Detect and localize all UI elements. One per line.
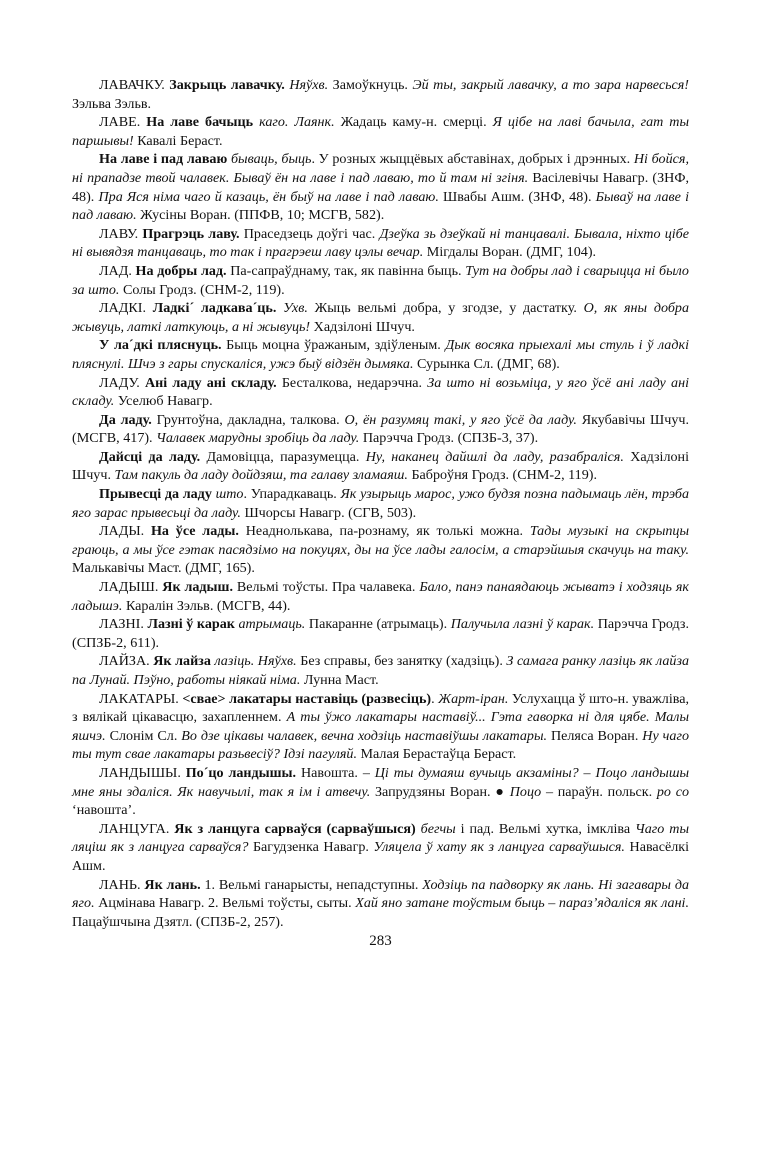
entry-italic-text: po co: [656, 783, 689, 800]
dictionary-page: [72, 76, 689, 950]
entry-text: Мігдалы Воран. (ДМГ, 104).: [423, 244, 597, 261]
entry-text: Навасёлкі Ашм.: [72, 839, 689, 874]
entry-italic-text: Хай яно затане тоўстым быць – параз’ядаліся як лані.: [355, 895, 689, 912]
entry-text: ЛАНЦУГА.: [99, 820, 175, 837]
entry-text: Швабы Ашм. (ЗНФ, 48).: [438, 188, 596, 205]
dictionary-entry: [72, 411, 689, 448]
entry-italic-text: Уляцела ў хату як з ланцуга сарваўшыся.: [373, 839, 625, 856]
entry-headphrase: На лаве бачыць: [146, 114, 254, 131]
entry-text: ЛАЙЗА.: [99, 653, 154, 670]
entry-headphrase: Лазні ў карак: [147, 616, 235, 633]
entry-italic-text: О, ён разумяц такі, у яго ўсё да ладу.: [344, 411, 577, 428]
entry-italic-text: Поцо: [509, 783, 542, 800]
dictionary-entry: [72, 764, 689, 820]
entry-italic-text: Тут на добры лад і сварыцца ні было за што.: [72, 262, 689, 298]
entry-italic-text: каго. Лаянк.: [259, 114, 335, 131]
entry-text: – параўн. польск.: [541, 783, 657, 800]
entry-italic-text: Бываў на лаве і пад лаваю.: [72, 188, 690, 224]
entry-text: Лунна Маст.: [300, 672, 379, 688]
entry-text: Парэчча Гродз. (СПЗБ-3, 37).: [359, 430, 539, 447]
entry-italic-text: – Ці ты думаяш вучыць акзаміны? – Поцо ландышы мне яны здаліся. Як навучылі, так я ім і атвечу.: [72, 764, 690, 800]
dictionary-entry: [72, 522, 689, 578]
entry-text: ЛАВЕ.: [99, 114, 147, 131]
entry-text: Уселюб Навагр.: [114, 393, 213, 410]
entry-text: Услухацца ў што-н. уважліва, з вялікай цікавасцю, захапленнем.: [72, 690, 689, 726]
dictionary-entry: [72, 690, 689, 764]
entry-text: Хадзілоні Шчуч.: [72, 448, 690, 484]
entry-text: Хадзілоні Шчуч.: [310, 318, 415, 335]
entry-text: Вельмі тоўсты. Пра чалавека.: [232, 579, 420, 596]
entry-text: Якубавічы Шчуч. (МСГВ, 417).: [72, 411, 689, 447]
dictionary-entry: [72, 578, 689, 615]
entry-italic-text: Няўхв.: [289, 77, 329, 93]
entry-italic-text: О, як яны добра жывуць, латкі латкуюць, а ні жывуць!: [72, 300, 689, 335]
entry-text: 1. Вельмі ганарысты, непадступны.: [200, 876, 423, 893]
entry-headphrase: Да ладу.: [99, 411, 152, 428]
entry-italic-text: Чалавек марудны зробіць да ладу.: [156, 430, 360, 447]
entry-headphrase: По´цо ландышы.: [185, 764, 297, 781]
entry-text: Запрудзяны Воран. ●: [370, 783, 510, 800]
entry-headphrase: На лаве і пад лаваю: [99, 151, 228, 168]
entry-text: ЛАНЬ.: [99, 876, 145, 893]
entry-text: Быць моцна ўражаным, здіўленым.: [221, 337, 446, 354]
entry-text: і пад. Вельмі хутка, імкліва: [455, 820, 636, 837]
entry-italic-text: А ты ўжо лакатары наставіў... Гэта гаворка ні для цябе. Малы яшчэ.: [72, 709, 689, 744]
entry-text: ЛАНДЫШЫ.: [99, 764, 186, 781]
entry-text: Пакаранне (атрымаць).: [305, 616, 451, 633]
entry-text: . Упарадкаваць.: [243, 486, 341, 503]
entry-italic-text: Дзеўка зь дзеўкай ні танцавалі. Бывала, ніхто цібе ні вывядзя танцаваць, то так і прагрэеш лаву цэлы вечар.: [72, 225, 690, 261]
entry-text: Сурынка Сл. (ДМГ, 68).: [413, 355, 560, 372]
entry-headphrase: Як лайза: [153, 653, 211, 670]
entry-text: Жадаць каму-н. смерці.: [334, 114, 493, 131]
entry-text: Неаднолькава, па-рознаму, як толькі можна.: [238, 523, 530, 540]
entry-headphrase: Як з ланцуга сарваўся (сарваўшыся): [174, 820, 416, 837]
dictionary-entry: [72, 820, 689, 876]
entry-text: Багудзенка Навагр.: [248, 839, 374, 856]
entry-text: ЛАДУ.: [99, 374, 145, 391]
entry-headphrase: Ані ладу ані складу.: [144, 374, 277, 391]
entry-headphrase: На добры лад.: [135, 262, 227, 279]
entry-text: Без справы, без занятку (хадзіць).: [296, 653, 507, 670]
entry-text: Баброўня Гродз. (СНМ-2, 119).: [407, 467, 597, 484]
dictionary-entry: [72, 150, 689, 224]
entry-text: . У розных жыццёвых абставінах, добрых і дрэнных.: [311, 151, 634, 168]
entry-italic-text: Ні бойся, ні прападзе твой чалавек. Бываў ён на лаве і пад лаваю, то й там ні згіня.: [72, 151, 689, 186]
entry-italic-text: што: [215, 486, 244, 503]
entry-italic-text: атрымаць.: [238, 616, 306, 633]
entry-text: Пеляса Воран.: [547, 727, 643, 744]
dictionary-entry: [72, 113, 689, 150]
entry-text: Жусіны Воран. (ППФВ, 10; МСГВ, 582).: [136, 207, 385, 224]
entry-headphrase: Прагрэць лаву.: [142, 225, 240, 242]
entry-headphrase: На ўсе лады.: [150, 523, 239, 540]
entry-text: ЛАДКІ.: [99, 300, 153, 317]
entry-italic-text: Ходзіць па падворку як лань. Ні загавары да яго.: [72, 876, 690, 912]
dictionary-entry: [72, 262, 689, 299]
entry-italic-text: бегчы: [420, 820, 456, 837]
dictionary-entry: [72, 448, 689, 485]
entry-headphrase: Прывесці да ладу: [99, 486, 212, 503]
entry-text: Шчорсы Навагр. (СГВ, 503).: [240, 504, 417, 521]
entry-italic-text: лазіць. Няўхв.: [214, 653, 297, 670]
entry-italic-text: Жарт-іран.: [438, 690, 509, 707]
entry-italic-text: Эй ты, закрый лавачку, а то зара нарвесься!: [412, 77, 689, 93]
entry-text: Кавалі Бераст.: [133, 132, 223, 149]
entry-text: Навошта.: [296, 764, 363, 781]
entry-text: Дамовіцца, паразумецца.: [200, 448, 366, 465]
entry-text: Праседзець доўгі час.: [239, 225, 380, 242]
entry-headphrase: Ладкі´ ладкава´ць.: [152, 300, 277, 317]
entry-text: Жыць вельмі добра, у згодзе, у дастатку.: [307, 300, 584, 317]
entry-text: ЛАКАТАРЫ.: [99, 690, 183, 707]
entry-headphrase: Закрыць лавачку.: [169, 77, 285, 93]
dictionary-entry: [72, 299, 689, 336]
entry-text: ЛАВУ.: [99, 225, 143, 242]
dictionary-entry: [72, 225, 689, 262]
entry-text: ‘навошта’.: [72, 802, 136, 819]
dictionary-entry: [72, 336, 689, 373]
dictionary-entry: [72, 374, 689, 411]
dictionary-entry: [72, 485, 689, 522]
entry-text: Па-сапраўднаму, так, як павінна быць.: [226, 262, 466, 279]
entry-italic-text: З самага ранку лазіць як лайза па Лунай. Пэўно, работы ніякай німа.: [72, 653, 690, 688]
entry-text: Зэльва Зэльв.: [72, 95, 152, 112]
entry-italic-text: Там пакуль да ладу дойдзяш, та галаву зламаяш.: [114, 467, 408, 484]
entry-headphrase: Як ладыш.: [162, 579, 233, 596]
entry-text: Грунтоўна, дакладна, талкова.: [151, 411, 345, 428]
dictionary-entry: [72, 876, 689, 932]
entry-italic-text: Чаго ты ляціш як з ланцуга сарваўся?: [72, 820, 689, 856]
entry-italic-text: Як узырыць марос, ужо будзя позна падымаць лён, трэба яго зарас прывесьці да ладу.: [72, 486, 689, 521]
entry-italic-text: Дык восяка прыехалі мы стуль і ў ладкі пляснулі. Шчэ з гары спускаліся, ужэ быў відзён дымяка.: [72, 337, 689, 372]
entry-text: Замоўкнуць.: [328, 77, 413, 93]
entry-text: Ацмінава Навагр. 2. Вельмі тоўсты, сыты.: [94, 895, 356, 912]
entry-italic-text: Бало, панэ панаядаюць жыватэ і ходзяць як ладышэ.: [72, 579, 690, 614]
entry-italic-text: Я цібе на лаві бачыла, гат ты паршывы!: [72, 114, 689, 149]
entry-text: Малькавічы Маст. (ДМГ, 165).: [72, 560, 255, 577]
entry-text: .: [431, 690, 439, 707]
entry-text: Бесталкова, недарэчна.: [276, 374, 428, 391]
entry-text: ЛАД.: [99, 262, 136, 279]
entry-text: ЛАДЫШ.: [99, 579, 163, 596]
entry-text: ЛАЗНІ.: [99, 616, 148, 633]
dictionary-entry: [72, 76, 689, 113]
entry-text: ЛАВАЧКУ.: [99, 77, 170, 93]
entry-italic-text: Ухв.: [283, 300, 308, 317]
entry-text: Каралін Зэльв. (МСГВ, 44).: [122, 597, 291, 614]
entry-italic-text: Ну чаго ты тут свае лакатары разьвесіў? Ідзі пагуляй.: [72, 727, 689, 763]
entry-italic-text: бываць, быць: [230, 151, 312, 168]
entry-italic-text: Ну, наканец дайшлі да ладу, разабраліся.: [365, 448, 624, 465]
entry-italic-text: Во дзе цікавы чалавек, вечна ходзіць наставіўшы лакатары.: [181, 727, 548, 744]
entry-italic-text: Тады музыкі на скрыпцы граюць, а мы ўсе гэтак пасядзімо на покуцях, ды на ўсе лады галосім, а старэйшыя скачуць на таку.: [72, 523, 689, 558]
entry-italic-text: Палучыла лазні ў карак.: [450, 616, 595, 633]
dictionary-entry: [72, 652, 689, 689]
entry-text: Слонім Сл.: [105, 727, 182, 744]
entry-text: Парэчча Гродз. (СПЗБ-2, 611).: [72, 616, 689, 651]
entry-italic-text: За што ні возьміца, у яго ўсё ані ладу ані складу.: [72, 374, 689, 410]
entry-headphrase: У ла´дкі пляснуць.: [99, 337, 222, 354]
entry-italic-text: Пра Яся німа чаго й казаць, ён быў на лаве і пад лаваю.: [98, 188, 439, 205]
entry-text: Солы Гродз. (СНМ-2, 119).: [119, 281, 285, 298]
entry-headphrase: <свае> лакатары наставіць (развесіць): [182, 690, 432, 707]
page-number: 283: [369, 933, 392, 950]
entry-text: Васілевічы Навагр. (ЗНФ, 48).: [72, 169, 689, 205]
entry-headphrase: Як лань.: [144, 876, 201, 893]
entry-headphrase: Дайсці да ладу.: [99, 448, 201, 465]
dictionary-entry: [72, 615, 689, 652]
entry-text: Пацаўшчына Дзятл. (СПЗБ-2, 257).: [72, 913, 284, 930]
entry-text: Малая Берастаўца Бераст.: [357, 746, 517, 763]
entries-list: [72, 76, 689, 931]
entry-text: ЛАДЫ.: [99, 523, 151, 540]
